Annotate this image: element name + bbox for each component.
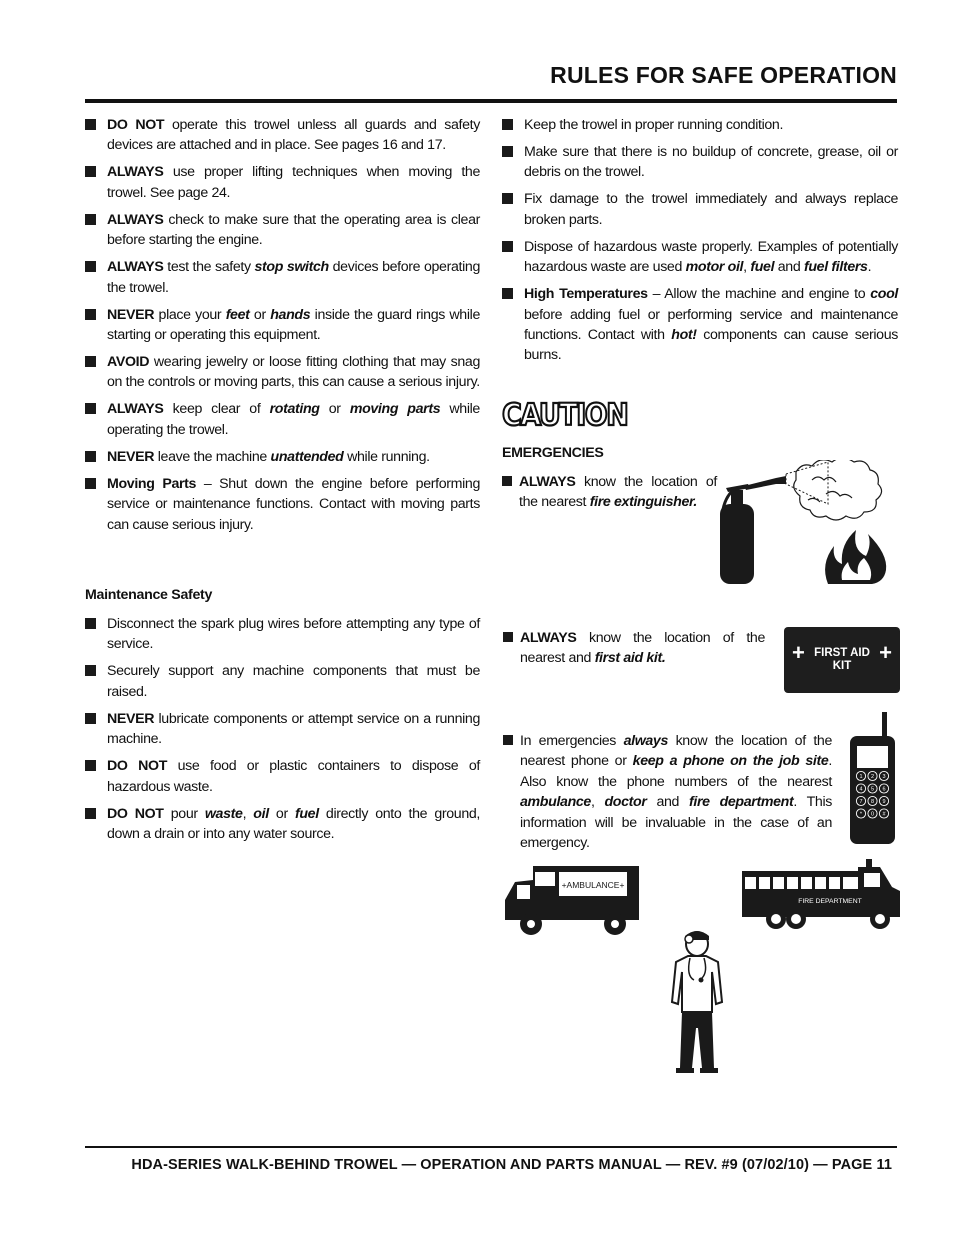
emphasis-text: NEVER — [107, 306, 155, 323]
bullet-square — [502, 146, 513, 157]
body-text: or — [319, 401, 350, 418]
emphasis-text: fire extinguisher. — [589, 494, 697, 511]
list-item — [85, 614, 480, 655]
emphasis-text: feet — [225, 306, 250, 323]
bullet-square — [85, 478, 96, 489]
right-safety-list — [502, 115, 898, 366]
emphasis-text: rotating — [269, 401, 320, 418]
plus-icon: + — [879, 640, 892, 665]
body-text: In emergencies — [520, 733, 624, 749]
list-item — [502, 115, 898, 135]
body-text: devices before operating the trowel. — [107, 259, 480, 296]
first-aid-note — [503, 628, 765, 669]
list-item — [85, 115, 480, 156]
bullet-square — [502, 241, 513, 252]
emphasis-text: hot! — [671, 327, 697, 344]
bullet-square — [503, 735, 513, 745]
body-text: while operating the trowel. — [107, 401, 480, 438]
emphasis-text: Moving Parts — [107, 475, 197, 492]
bullet-square — [85, 665, 96, 676]
emphasis-text: hands — [270, 306, 311, 323]
list-item — [85, 447, 480, 467]
emphasis-text: ambulance — [520, 794, 591, 811]
emphasis-text: always — [623, 733, 669, 749]
emphasis-text: fuel — [750, 259, 775, 276]
list-item — [85, 709, 480, 750]
page-title: RULES FOR SAFE OPERATION — [550, 62, 897, 88]
emphasis-text: oil — [253, 805, 269, 822]
list-item — [85, 474, 480, 535]
maintenance-column — [85, 614, 480, 851]
emphasis-text: fuel filters — [803, 259, 868, 276]
bullet-square — [85, 760, 96, 771]
phone-key-label: 8 — [870, 799, 875, 806]
phone-key-label: 5 — [870, 786, 875, 793]
emphasis-text: ALWAYS — [107, 211, 164, 228]
body-text: . Also know the phone numbers of the nearest — [520, 753, 832, 790]
body-text: use food or plastic containers to dispose of hazardous waste. — [107, 758, 481, 795]
emphasis-text: NEVER — [107, 448, 155, 465]
phone-key-label: 0 — [870, 811, 875, 818]
bullet-square — [502, 193, 513, 204]
phone-key-label: 2 — [870, 774, 875, 781]
emphasis-text: NEVER — [107, 710, 155, 727]
emphasis-text: ALWAYS — [107, 401, 164, 418]
body-text: , — [590, 794, 605, 811]
bullet-square — [85, 618, 96, 629]
emphasis-text: moving parts — [349, 401, 441, 418]
list-item — [85, 257, 480, 298]
emphasis-text: AVOID — [107, 354, 150, 371]
body-text: . This information will be invaluable in the case of an emergency. — [520, 794, 832, 852]
doctor-icon — [668, 928, 728, 1074]
header-rule — [85, 99, 897, 103]
emphasis-text: High Temperatures — [524, 286, 648, 303]
emergencies-heading: EMERGENCIES — [502, 445, 604, 461]
phone-key-label: 9 — [882, 799, 886, 806]
body-text: Fix damage to the trowel immediately and always replace broken parts. — [524, 191, 898, 228]
emphasis-text: ALWAYS — [107, 259, 164, 276]
phone-key-label: 3 — [882, 774, 886, 781]
emphasis-text: stop switch — [254, 259, 329, 276]
list-item — [85, 399, 480, 440]
bullet-square — [85, 356, 96, 367]
body-text: use proper lifting techniques when moving the trowel. See page 24. — [107, 164, 480, 201]
phone-key-label: # — [882, 811, 886, 818]
body-text: Make sure that there is no buildup of concrete, grease, oil or debris on the trowel. — [524, 144, 898, 181]
body-text: or — [249, 306, 271, 323]
body-text: know the location of the nearest phone or — [520, 733, 832, 770]
maintenance-safety-heading: Maintenance Safety — [85, 587, 213, 603]
emphasis-text: fire department — [688, 794, 794, 811]
bullet-square — [502, 119, 513, 130]
body-text: components can cause serious burns. — [524, 327, 898, 364]
list-item — [85, 804, 480, 845]
list-item — [85, 305, 480, 346]
body-text: – Allow the machine and engine to — [647, 286, 871, 303]
emphasis-text: keep a phone on the job site — [632, 753, 829, 770]
body-text: Securely support any machine components that must be raised. — [107, 663, 480, 700]
body-text: and — [646, 794, 689, 811]
body-text: or — [268, 805, 295, 822]
list-item — [85, 756, 480, 797]
body-text: know the location of the nearest — [519, 474, 717, 511]
bullet-square — [85, 261, 96, 272]
body-text: while running. — [343, 448, 430, 465]
body-text: Disconnect the spark plug wires before attempting any type of service. — [107, 616, 480, 653]
left-column — [85, 115, 480, 542]
body-text: – Shut down the engine before performing service or maintenance functions. Contact with moving parts can cause serious injury. — [107, 475, 480, 533]
footer-rule — [85, 1146, 897, 1148]
list-item — [502, 142, 898, 183]
body-text: , — [242, 805, 254, 822]
fire-extinguisher-icon — [716, 460, 892, 588]
cell-phone-icon — [848, 710, 898, 846]
body-text: keep clear of — [163, 401, 270, 418]
first-aid-kit-label: FIRST AID KIT — [814, 647, 870, 672]
list-item — [85, 162, 480, 203]
body-text: pour — [163, 805, 205, 822]
body-text: , — [743, 259, 751, 276]
emphasis-text: DO NOT — [107, 117, 165, 133]
bullet-square — [85, 451, 96, 462]
body-text: place your — [154, 306, 226, 323]
emphasis-text: waste — [204, 805, 243, 822]
body-text: before adding fuel or performing service and maintenance functions. Contact with — [524, 306, 898, 344]
phone-key-label: 7 — [859, 799, 863, 806]
body-text: lubricate components or attempt service on a running machine. — [107, 710, 480, 748]
fire-truck-icon — [740, 857, 902, 933]
caution-heading: CAUTION — [502, 398, 628, 433]
general-safety-list — [85, 115, 480, 535]
body-text: . — [867, 259, 872, 276]
list-item — [502, 284, 898, 366]
body-text: and — [774, 259, 804, 276]
bullet-square — [502, 476, 512, 486]
bullet-square — [85, 713, 96, 724]
list-item — [85, 210, 480, 251]
bullet-square — [85, 309, 96, 320]
list-item — [502, 189, 898, 230]
bullet-square — [85, 119, 96, 130]
body-text: operate this trowel unless all guards and safety devices are attached and in place. See pages 16 and 17. — [107, 117, 480, 154]
bullet-square — [503, 632, 513, 642]
body-text: know the location of the nearest and — [520, 630, 765, 667]
extinguisher-note — [502, 472, 717, 513]
phone-key-label: * — [859, 811, 863, 818]
emphasis-text: doctor — [604, 794, 647, 811]
fire-truck-label: FIRE DEPARTMENT — [798, 898, 862, 905]
right-column — [502, 115, 898, 372]
body-text: directly onto the ground, down a drain or into any water source. — [107, 805, 481, 843]
bullet-square — [85, 166, 96, 177]
emphasis-text: fuel — [294, 805, 319, 822]
list-item — [85, 661, 480, 702]
emphasis-text: ALWAYS — [519, 474, 576, 490]
body-text: inside the guard rings while starting or operating this equipment. — [107, 306, 480, 344]
phone-note — [503, 731, 832, 853]
emphasis-text: unattended — [270, 448, 344, 465]
emphasis-text: DO NOT — [107, 758, 168, 775]
body-text: test the safety — [163, 259, 255, 276]
phone-key-label: 4 — [859, 786, 863, 793]
bullet-square — [85, 214, 96, 225]
emphasis-text: first aid kit. — [594, 650, 666, 667]
body-text: wearing jewelry or loose fitting clothing that may snag on the controls or moving parts, this can cause a serious injury. — [107, 354, 480, 391]
list-item — [502, 237, 898, 278]
emphasis-text: motor oil — [685, 259, 744, 276]
body-text: check to make sure that the operating area is clear before starting the engine. — [107, 211, 480, 249]
maintenance-safety-list — [85, 614, 480, 844]
body-text: Dispose of hazardous waste properly. Examples of potentially hazardous waste are used — [524, 238, 898, 276]
bullet-square — [85, 808, 96, 819]
bullet-square — [85, 403, 96, 414]
emphasis-text: ALWAYS — [107, 164, 164, 181]
body-text: Keep the trowel in proper running condition. — [524, 117, 784, 133]
emphasis-text: DO NOT — [107, 805, 164, 822]
bullet-square — [502, 288, 513, 299]
first-aid-kit-icon — [784, 627, 900, 693]
phone-key-label: 1 — [859, 774, 863, 781]
emphasis-text: ALWAYS — [520, 630, 577, 646]
plus-icon: + — [792, 640, 805, 665]
list-item — [85, 352, 480, 393]
ambulance-label: +AMBULANCE+ — [561, 880, 625, 890]
phone-key-label: 6 — [882, 786, 886, 793]
page-footer: HDA-SERIES WALK-BEHIND TROWEL — OPERATION AND PARTS MANUAL — REV. #9 (07/02/10) — PAGE 11 — [131, 1157, 892, 1173]
ambulance-icon — [503, 862, 641, 938]
body-text: leave the machine — [154, 448, 271, 465]
emphasis-text: cool — [870, 286, 898, 303]
